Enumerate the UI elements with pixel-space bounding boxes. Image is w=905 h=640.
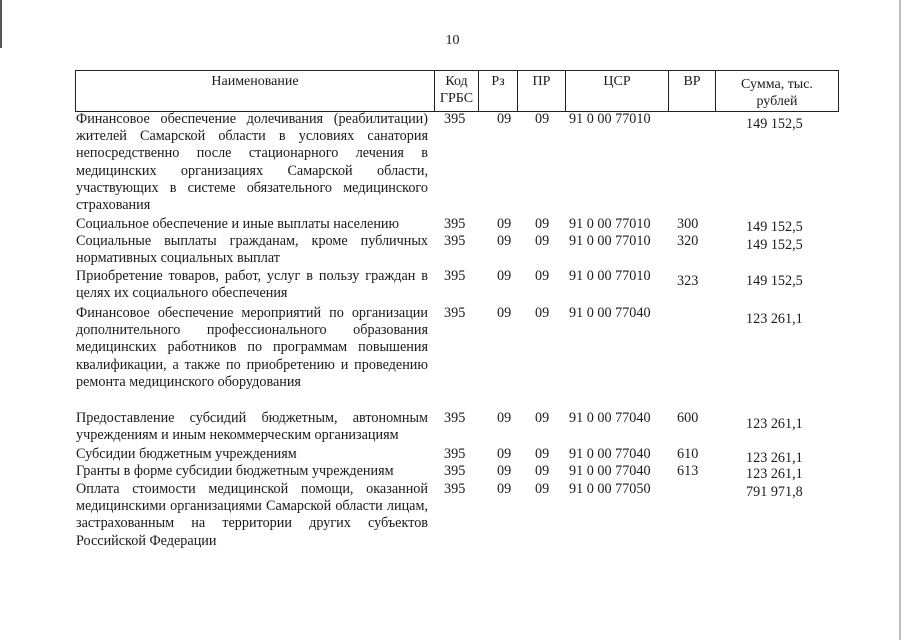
row-name: Финансовое обеспечение мероприятий по организации дополнительного профессионального образования медицинских работников по программам повышения квалификации, а также по приобретению и проведению ремонта медицинского оборудования bbox=[76, 305, 428, 390]
row-name: Гранты в форме субсидии бюджетным учреждениям bbox=[76, 463, 394, 479]
row-csr: 91 0 00 77040 bbox=[569, 463, 651, 479]
row-csr: 91 0 00 77040 bbox=[569, 446, 651, 462]
row-rz: 09 bbox=[497, 410, 512, 426]
row-code: 395 bbox=[444, 481, 466, 497]
row-sum: 149 152,5 bbox=[746, 273, 803, 289]
row-name: Приобретение товаров, работ, услуг в пользу граждан в целях их социального обеспечения bbox=[76, 268, 428, 302]
row-code: 395 bbox=[444, 268, 466, 284]
row-pr: 09 bbox=[535, 268, 550, 284]
row-code: 395 bbox=[444, 305, 466, 321]
row-rz: 09 bbox=[497, 268, 512, 284]
row-rz: 09 bbox=[497, 446, 512, 462]
row-pr: 09 bbox=[535, 305, 550, 321]
row-vr: 613 bbox=[677, 463, 699, 479]
header-vr: ВР bbox=[668, 70, 716, 112]
row-sum: 149 152,5 bbox=[746, 116, 803, 132]
row-vr: 600 bbox=[677, 410, 699, 426]
row-pr: 09 bbox=[535, 481, 550, 497]
row-code: 395 bbox=[444, 410, 466, 426]
row-vr: 300 bbox=[677, 216, 699, 232]
row-csr: 91 0 00 77010 bbox=[569, 216, 651, 232]
row-pr: 09 bbox=[535, 410, 550, 426]
row-sum: 123 261,1 bbox=[746, 450, 803, 466]
row-csr: 91 0 00 77010 bbox=[569, 233, 651, 249]
row-pr: 09 bbox=[535, 216, 550, 232]
row-code: 395 bbox=[444, 233, 466, 249]
row-vr: 323 bbox=[677, 273, 699, 289]
row-vr: 320 bbox=[677, 233, 699, 249]
row-code: 395 bbox=[444, 111, 466, 127]
row-name: Финансовое обеспечение долечивания (реабилитации) жителей Самарской области в условиях санатория непосредственно после стационарного лечения в медицинских организациях Самарской области, участвующих в системе обязательного медицинского страхования bbox=[76, 111, 428, 214]
row-rz: 09 bbox=[497, 233, 512, 249]
row-csr: 91 0 00 77010 bbox=[569, 111, 651, 127]
header-csr: ЦСР bbox=[565, 70, 669, 112]
row-name: Социальное обеспечение и иные выплаты населению bbox=[76, 216, 400, 232]
row-pr: 09 bbox=[535, 111, 550, 127]
row-csr: 91 0 00 77050 bbox=[569, 481, 651, 497]
row-rz: 09 bbox=[497, 216, 512, 232]
row-code: 395 bbox=[444, 216, 466, 232]
row-sum: 123 261,1 bbox=[746, 466, 803, 482]
row-sum: 123 261,1 bbox=[746, 416, 803, 432]
row-name: Предоставление субсидий бюджетным, автономным учреждениям и иным некоммерческим организациям bbox=[76, 410, 428, 444]
row-pr: 09 bbox=[535, 463, 550, 479]
row-csr: 91 0 00 77010 bbox=[569, 268, 651, 284]
header-sum: Сумма, тыс. рублей bbox=[715, 70, 839, 112]
row-csr: 91 0 00 77040 bbox=[569, 410, 651, 426]
page-number: 10 bbox=[445, 33, 460, 48]
scan-edge-mark-right bbox=[899, 0, 901, 640]
row-sum: 149 152,5 bbox=[746, 237, 803, 253]
row-code: 395 bbox=[444, 446, 466, 462]
row-pr: 09 bbox=[535, 446, 550, 462]
header-name: Наименование bbox=[75, 70, 435, 112]
row-rz: 09 bbox=[497, 481, 512, 497]
header-code: Код ГРБС bbox=[434, 70, 479, 112]
row-csr: 91 0 00 77040 bbox=[569, 305, 651, 321]
row-sum: 123 261,1 bbox=[746, 311, 803, 327]
row-rz: 09 bbox=[497, 463, 512, 479]
row-name: Оплата стоимости медицинской помощи, оказанной медицинскими организациями Самарской области лицам, застрахованным на территории других субъектов Российской Федерации bbox=[76, 481, 428, 549]
header-pr: ПР bbox=[517, 70, 566, 112]
row-sum: 791 971,8 bbox=[746, 484, 803, 500]
row-code: 395 bbox=[444, 463, 466, 479]
row-name: Субсидии бюджетным учреждениям bbox=[76, 446, 297, 462]
row-rz: 09 bbox=[497, 305, 512, 321]
row-vr: 610 bbox=[677, 446, 699, 462]
row-name: Социальные выплаты гражданам, кроме публичных нормативных социальных выплат bbox=[76, 233, 428, 267]
header-rz: Рз bbox=[478, 70, 518, 112]
row-pr: 09 bbox=[535, 233, 550, 249]
row-rz: 09 bbox=[497, 111, 512, 127]
row-sum: 149 152,5 bbox=[746, 219, 803, 235]
